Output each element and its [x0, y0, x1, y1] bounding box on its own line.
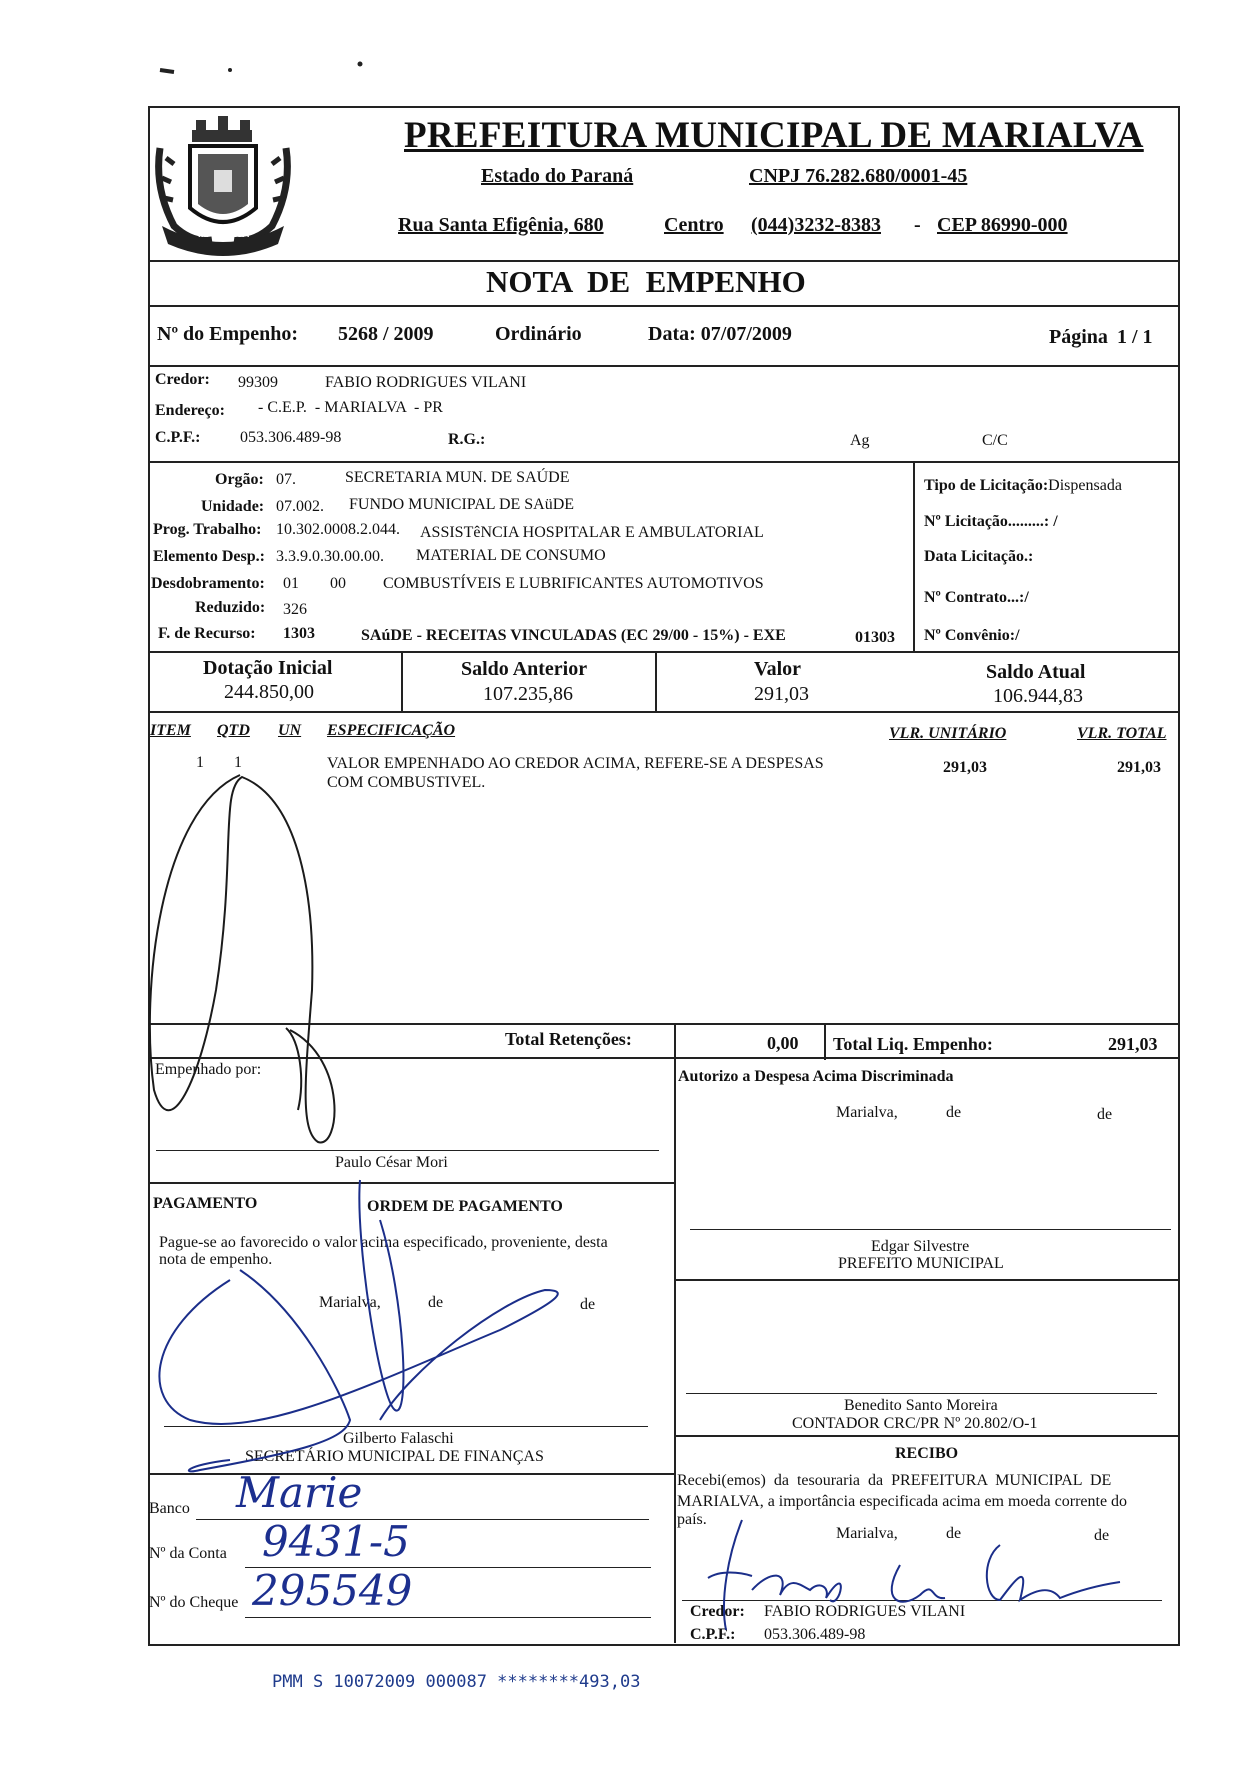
pagamento-text-line2: nota de empenho.	[159, 1251, 273, 1268]
empenhado-name: Paulo César Mori	[335, 1154, 448, 1171]
credor-name: FABIO RODRIGUES VILANI	[325, 374, 527, 391]
dotacao-inicial-value: 244.850,00	[224, 681, 314, 703]
col-header-spec: ESPECIFICAÇÃO	[327, 722, 456, 739]
orgao-name: SECRETARIA MUN. DE SAÚDE	[345, 469, 570, 486]
municipal-crest	[152, 108, 294, 258]
dotacao-inicial-label: Dotação Inicial	[203, 657, 333, 679]
autorizo-city: Marialva,	[836, 1104, 898, 1121]
empenho-number-label: Nº do Empenho:	[157, 323, 299, 345]
autorizo-de2: de	[1097, 1106, 1113, 1123]
divider	[148, 1182, 674, 1184]
secretario-title: SECRETÁRIO MUNICIPAL DE FINANÇAS	[245, 1448, 544, 1465]
recibo-text-line1: Recebi(emos) da tesouraria da PREFEITURA MUNICIPAL DE	[677, 1472, 1112, 1489]
orgao-code: 07.	[276, 471, 296, 488]
cheque-line	[245, 1617, 651, 1618]
licitacao-tipo-label-text: Tipo de Licitação:	[924, 477, 1049, 494]
prog-label: Prog. Trabalho:	[153, 521, 262, 538]
recibo-label: RECIBO	[895, 1445, 959, 1462]
row-spec-line2: COM COMBUSTIVEL.	[327, 774, 486, 791]
reduzido-value: 326	[283, 601, 307, 618]
desdobramento-a: 01	[283, 575, 299, 592]
payment-stamp: PMM S 10072009 000087 ********493,03	[272, 1672, 641, 1692]
retencoes-label: Total Retenções:	[505, 1029, 632, 1049]
recibo-cpf-label: C.P.F.:	[690, 1626, 736, 1643]
ordem-pagamento-label: ORDEM DE PAGAMENTO	[367, 1198, 563, 1215]
licitacao-data: Data Licitação.:	[924, 548, 1034, 565]
prefeito-name: Edgar Silvestre	[871, 1238, 970, 1255]
row-unit-value: 291,03	[943, 759, 987, 776]
col-header-unit: VLR. UNITÁRIO	[889, 725, 1007, 742]
recibo-credor-label: Credor:	[690, 1603, 745, 1620]
divider	[674, 1279, 1180, 1281]
divider	[148, 711, 1180, 713]
valor-value: 291,03	[754, 683, 809, 705]
autorizo-label: Autorizo a Despesa Acima Discriminada	[678, 1068, 954, 1085]
address-label: Endereço:	[155, 402, 225, 419]
divider	[148, 365, 1180, 367]
liquido-label: Total Liq. Empenho:	[833, 1034, 993, 1054]
divider	[148, 651, 1180, 653]
divider	[401, 651, 403, 711]
recibo-de2: de	[1094, 1527, 1110, 1544]
pagamento-de1: de	[428, 1294, 444, 1311]
desdobramento-label: Desdobramento:	[151, 575, 265, 592]
address-separator: -	[914, 214, 921, 236]
licitacao-convenio: Nº Convênio:/	[924, 627, 1020, 644]
row-item: 1	[196, 754, 204, 771]
credor-cpf: 053.306.489-98	[240, 429, 342, 446]
saldo-anterior-label: Saldo Anterior	[461, 658, 588, 680]
col-header-item: ITEM	[150, 722, 191, 739]
cheque-label: Nº do Cheque	[149, 1594, 239, 1611]
page-label: Página	[1049, 326, 1108, 348]
conta-handwriting: 9431-5	[262, 1517, 410, 1566]
recibo-cpf: 053.306.489-98	[764, 1626, 866, 1643]
address-phone: (044)3232-8383	[751, 214, 881, 236]
licitacao-contrato: Nº Contrato...:/	[924, 589, 1029, 606]
recibo-text-line3: país.	[677, 1511, 707, 1528]
divider	[148, 1057, 1180, 1059]
elemento-name: MATERIAL DE CONSUMO	[416, 547, 606, 564]
row-total-value: 291,03	[1117, 759, 1161, 776]
divider	[655, 651, 657, 711]
recibo-de1: de	[946, 1525, 962, 1542]
pagamento-city: Marialva,	[319, 1294, 381, 1311]
empenhado-label: Empenhado por:	[155, 1061, 262, 1078]
divider	[148, 305, 1180, 307]
recibo-credor-name: FABIO RODRIGUES VILANI	[764, 1603, 966, 1620]
crest-ribbon-text: MARIALVA	[198, 229, 250, 240]
saldo-atual-value: 106.944,83	[993, 685, 1083, 707]
contador-name: Benedito Santo Moreira	[844, 1397, 998, 1414]
recibo-text-line2: MARIALVA, a importância especificada acima em moeda corrente do	[677, 1493, 1128, 1510]
liquido-value: 291,03	[1108, 1034, 1158, 1054]
cpf-label: C.P.F.:	[155, 429, 201, 446]
divider	[148, 260, 1180, 262]
document-title: NOTA DE EMPENHO	[486, 264, 806, 299]
signature-line	[682, 1600, 1162, 1601]
orgao-label: Orgão:	[215, 471, 264, 488]
pagamento-de2: de	[580, 1296, 596, 1313]
municipality-title: PREFEITURA MUNICIPAL DE MARIALVA	[404, 115, 1144, 156]
valor-label: Valor	[754, 658, 802, 680]
col-header-total: VLR. TOTAL	[1077, 725, 1167, 742]
divider	[148, 461, 1180, 463]
prog-code: 10.302.0008.2.044.	[276, 521, 400, 538]
conta-label: Nº da Conta	[149, 1545, 227, 1562]
unidade-code: 07.002.	[276, 498, 324, 515]
empenho-number: 5268 / 2009	[338, 323, 434, 345]
recurso-number: 01303	[855, 629, 895, 646]
col-header-qtd: QTD	[217, 722, 250, 739]
rg-label: R.G.:	[448, 431, 486, 448]
divider	[674, 1435, 1180, 1437]
prog-name: ASSISTêNCIA HOSPITALAR E AMBULATORIAL	[420, 524, 764, 541]
retencoes-value: 0,00	[767, 1033, 799, 1053]
prefeito-title: PREFEITO MUNICIPAL	[838, 1255, 1004, 1272]
credor-address: - C.E.P. - MARIALVA - PR	[258, 399, 443, 416]
signature-line	[156, 1150, 659, 1151]
row-qtd: 1	[234, 754, 242, 771]
credor-label: Credor:	[155, 371, 210, 388]
address-street: Rua Santa Efigênia, 680	[398, 214, 604, 236]
elemento-label: Elemento Desp.:	[153, 548, 265, 565]
unidade-label: Unidade:	[201, 498, 265, 515]
cc-label: C/C	[982, 432, 1008, 449]
recurso-label: F. de Recurso:	[158, 625, 256, 642]
cnpj-label: CNPJ 76.282.680/0001-45	[749, 165, 968, 187]
signature-line	[686, 1393, 1157, 1394]
page-number: 1 / 1	[1117, 326, 1153, 348]
empenho-type: Ordinário	[495, 323, 582, 345]
credor-code: 99309	[238, 374, 278, 391]
cheque-handwriting: 295549	[252, 1566, 413, 1615]
reduzido-label: Reduzido:	[195, 599, 266, 616]
signature-line	[690, 1229, 1171, 1230]
licitacao-tipo-value: Dispensada	[1048, 477, 1122, 494]
pagamento-text-line1: Pague-se ao favorecido o valor acima especificado, proveniente, desta	[159, 1234, 608, 1251]
contador-title: CONTADOR CRC/PR Nº 20.802/O-1	[792, 1415, 1038, 1432]
empenho-date: Data: 07/07/2009	[648, 323, 792, 345]
recurso-name: SAúDE - RECEITAS VINCULADAS (EC 29/00 - 15%) - EXE	[361, 627, 786, 644]
secretario-name: Gilberto Falaschi	[343, 1430, 454, 1447]
divider	[824, 1023, 826, 1060]
pagamento-label: PAGAMENTO	[153, 1195, 258, 1212]
licitacao-tipo-label	[924, 477, 1122, 495]
unidade-name: FUNDO MUNICIPAL DE SAüDE	[349, 496, 575, 513]
address-district: Centro	[664, 214, 724, 236]
divider	[148, 1473, 674, 1475]
signature-line	[164, 1426, 648, 1427]
banco-handwriting: Marie	[236, 1468, 363, 1517]
elemento-code: 3.3.9.0.30.00.00.	[276, 548, 384, 565]
col-header-un: UN	[278, 722, 302, 739]
recibo-city: Marialva,	[836, 1525, 898, 1542]
banco-label: Banco	[149, 1500, 190, 1517]
address-cep: CEP 86990-000	[937, 214, 1068, 236]
licitacao-numero: Nº Licitação.........: /	[924, 513, 1058, 530]
desdobramento-b: 00	[330, 575, 346, 592]
state-label: Estado do Paraná	[481, 165, 634, 187]
row-spec-line1: VALOR EMPENHADO AO CREDOR ACIMA, REFERE-SE A DESPESAS	[327, 755, 824, 772]
divider	[148, 1023, 1180, 1025]
divider	[674, 1023, 676, 1643]
saldo-atual-label: Saldo Atual	[986, 661, 1086, 683]
divider	[913, 461, 915, 651]
autorizo-de1: de	[946, 1104, 962, 1121]
desdobramento-name: COMBUSTÍVEIS E LUBRIFICANTES AUTOMOTIVOS	[383, 575, 764, 592]
recurso-code: 1303	[283, 625, 315, 642]
ag-label: Ag	[850, 432, 870, 449]
saldo-anterior-value: 107.235,86	[483, 683, 573, 705]
